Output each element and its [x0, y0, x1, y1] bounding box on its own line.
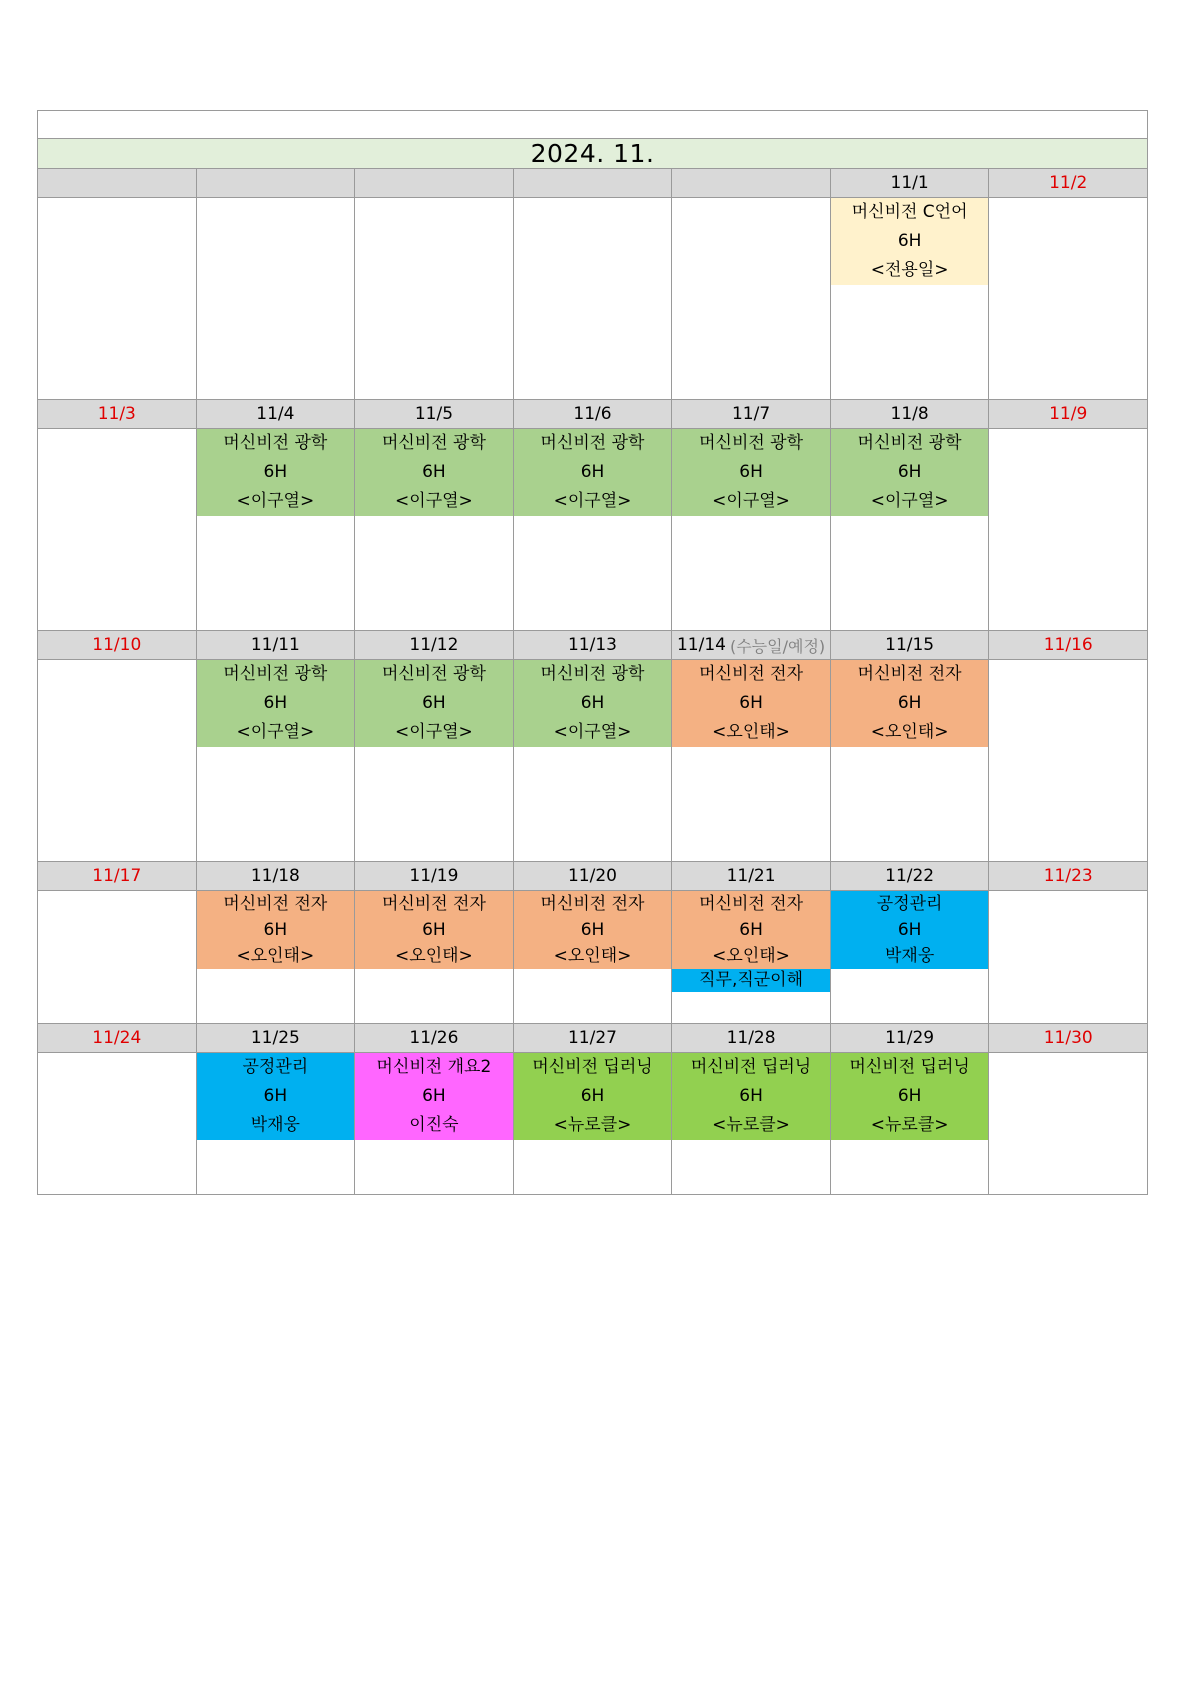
- day-cell[interactable]: [38, 198, 197, 400]
- day-cell[interactable]: [197, 1053, 356, 1195]
- class-event[interactable]: [672, 660, 830, 747]
- date-header: [197, 631, 356, 660]
- class-event[interactable]: [197, 1053, 355, 1140]
- event-instructor: <이구열>: [236, 722, 315, 742]
- calendar-weeks: [38, 169, 1148, 1195]
- event-instructor: <이구열>: [712, 491, 790, 511]
- date-label: 11/12: [409, 635, 459, 655]
- class-event[interactable]: [831, 660, 989, 747]
- event-instructor: <이구열>: [236, 491, 315, 511]
- class-event[interactable]: [514, 660, 672, 747]
- week-body-row: [38, 198, 1148, 400]
- event-hours: 6H: [739, 462, 763, 482]
- date-label: 11/26: [409, 1028, 459, 1048]
- date-label: 11/22: [885, 866, 935, 886]
- date-header: [831, 862, 990, 891]
- date-label: 11/18: [250, 866, 300, 886]
- event-course-name: 머신비전 광학: [223, 433, 328, 453]
- date-label: 11/28: [726, 1028, 776, 1048]
- day-cell[interactable]: [355, 660, 514, 862]
- event-course-name: 머신비전 전자: [699, 664, 804, 684]
- day-cell[interactable]: [514, 1053, 673, 1195]
- event-instructor: <뉴로클>: [870, 1115, 949, 1135]
- event-hours: 6H: [422, 1086, 446, 1106]
- date-label: 11/6: [573, 404, 612, 424]
- class-event[interactable]: [197, 660, 355, 747]
- event-course-name: 머신비전 전자: [381, 894, 486, 914]
- day-cell[interactable]: [355, 429, 514, 631]
- week-body-row: [38, 1053, 1148, 1195]
- date-label: 11/3: [97, 404, 136, 424]
- class-event[interactable]: [672, 1053, 830, 1140]
- day-cell[interactable]: [38, 891, 197, 1024]
- date-label: 11/15: [885, 635, 935, 655]
- event-course-name: 머신비전 광학: [540, 664, 645, 684]
- class-event[interactable]: [355, 660, 513, 747]
- date-label: 11/13: [567, 635, 617, 655]
- event-course-name: 머신비전 개요2: [376, 1057, 492, 1077]
- event-hours: 6H: [580, 1086, 605, 1106]
- day-cell[interactable]: [355, 198, 514, 400]
- event-instructor: 이진숙: [409, 1115, 459, 1135]
- event-instructor: <오인태>: [712, 946, 790, 966]
- event-instructor: 박재웅: [884, 946, 935, 966]
- date-header: [197, 400, 356, 429]
- date-header: [355, 169, 514, 198]
- event-hours: 6H: [897, 920, 922, 940]
- date-header: [514, 862, 673, 891]
- week-header-row: [38, 1024, 1148, 1053]
- date-header: [355, 631, 514, 660]
- event-course-name: 공정관리: [242, 1057, 309, 1077]
- date-label: 11/11: [250, 635, 300, 655]
- date-label: 11/23: [1043, 866, 1093, 886]
- date-header: [355, 862, 514, 891]
- day-cell[interactable]: [831, 660, 990, 862]
- week-header-row: [38, 400, 1148, 429]
- event-course-name: 머신비전 광학: [381, 664, 486, 684]
- event-course-name: 머신비전 광학: [223, 664, 328, 684]
- date-label: 11/25: [250, 1028, 300, 1048]
- day-cell[interactable]: [672, 1053, 831, 1195]
- event-course-name: 머신비전 광학: [540, 433, 645, 453]
- extra-event[interactable]: 직무,직군이해: [672, 969, 830, 992]
- day-cell[interactable]: [38, 429, 197, 631]
- date-header: [197, 1024, 356, 1053]
- event-hours: 6H: [422, 920, 446, 940]
- event-hours: 6H: [422, 462, 446, 482]
- blank-top-row: [38, 111, 1148, 139]
- date-header: [831, 400, 990, 429]
- day-cell[interactable]: [514, 198, 673, 400]
- date-header: [989, 631, 1148, 660]
- day-cell[interactable]: [831, 198, 990, 400]
- date-note: (수능일/예정): [729, 636, 826, 656]
- day-cell[interactable]: [831, 891, 990, 1024]
- date-header: [831, 631, 990, 660]
- day-cell[interactable]: [197, 198, 356, 400]
- class-event[interactable]: [355, 429, 513, 516]
- date-header: [355, 1024, 514, 1053]
- event-hours: 6H: [263, 693, 288, 713]
- day-cell[interactable]: [197, 429, 356, 631]
- date-header: [989, 862, 1148, 891]
- day-cell[interactable]: [672, 891, 831, 1024]
- day-cell[interactable]: [989, 891, 1148, 1024]
- week-header-row: [38, 631, 1148, 660]
- class-event[interactable]: [514, 429, 672, 516]
- date-header: [38, 631, 197, 660]
- class-event[interactable]: [514, 891, 672, 969]
- event-instructor: <오인태>: [870, 722, 949, 742]
- event-instructor: <전용일>: [870, 260, 949, 280]
- day-cell[interactable]: [672, 198, 831, 400]
- class-event[interactable]: [197, 891, 355, 969]
- event-course-name: 머신비전 전자: [223, 894, 328, 914]
- day-cell[interactable]: [514, 660, 673, 862]
- date-label: 11/10: [92, 635, 142, 655]
- date-header: [514, 400, 673, 429]
- date-label: 11/29: [885, 1028, 935, 1048]
- date-label: 11/27: [567, 1028, 617, 1048]
- date-label: 11/17: [92, 866, 142, 886]
- event-course-name: 머신비전 광학: [699, 433, 804, 453]
- event-course-name: 머신비전 딥러닝: [532, 1057, 653, 1077]
- date-label: 11/19: [409, 866, 459, 886]
- event-hours: 6H: [739, 920, 763, 940]
- class-event[interactable]: [197, 429, 355, 516]
- event-instructor: <오인태>: [236, 946, 315, 966]
- event-hours: 6H: [897, 462, 922, 482]
- day-cell[interactable]: [197, 660, 356, 862]
- day-cell[interactable]: [831, 1053, 990, 1195]
- date-header: [514, 1024, 673, 1053]
- date-header: [514, 631, 673, 660]
- event-hours: 6H: [897, 231, 922, 251]
- day-cell[interactable]: [672, 660, 831, 862]
- date-header: [38, 1024, 197, 1053]
- event-hours: 6H: [580, 462, 605, 482]
- event-instructor: <오인태>: [712, 722, 790, 742]
- day-cell[interactable]: [197, 891, 356, 1024]
- date-header: [197, 169, 356, 198]
- date-header: [514, 169, 673, 198]
- event-instructor: <오인태>: [395, 946, 473, 966]
- day-cell[interactable]: [989, 198, 1148, 400]
- event-instructor: <이구열>: [553, 491, 632, 511]
- date-header: [831, 1024, 990, 1053]
- calendar-sheet: [37, 110, 1148, 1195]
- date-header: [672, 1024, 831, 1053]
- event-hours: 6H: [897, 1086, 922, 1106]
- day-cell[interactable]: [355, 1053, 514, 1195]
- date-label: 11/9: [1049, 404, 1088, 424]
- date-header: [831, 169, 990, 198]
- day-cell[interactable]: [989, 1053, 1148, 1195]
- day-cell[interactable]: [831, 429, 990, 631]
- event-hours: 6H: [263, 1086, 288, 1106]
- event-hours: 6H: [739, 693, 763, 713]
- date-label: 11/5: [414, 404, 454, 424]
- date-header: [672, 862, 831, 891]
- event-hours: 6H: [580, 920, 605, 940]
- class-event[interactable]: [514, 1053, 672, 1140]
- date-header: [38, 400, 197, 429]
- event-course-name: 머신비전 광학: [381, 433, 486, 453]
- date-header: [355, 400, 514, 429]
- day-cell[interactable]: [672, 429, 831, 631]
- class-event[interactable]: [355, 1053, 513, 1140]
- event-course-name: 머신비전 전자: [699, 894, 804, 914]
- event-course-name: 머신비전 딥러닝: [849, 1057, 970, 1077]
- event-course-name: 머신비전 광학: [857, 433, 962, 453]
- event-course-name: 머신비전 C언어: [851, 202, 968, 222]
- day-cell[interactable]: [355, 891, 514, 1024]
- date-header: [38, 169, 197, 198]
- calendar-title-text: 2024. 11.: [530, 139, 655, 168]
- event-hours: 6H: [739, 1086, 763, 1106]
- week-header-row: [38, 169, 1148, 198]
- event-instructor: <오인태>: [553, 946, 632, 966]
- event-instructor: 박재웅: [250, 1115, 300, 1135]
- date-label: 11/8: [890, 404, 929, 424]
- class-event[interactable]: [831, 891, 989, 969]
- event-instructor: <이구열>: [395, 722, 473, 742]
- event-hours: 6H: [263, 462, 288, 482]
- event-hours: 6H: [263, 920, 288, 940]
- date-header: [989, 400, 1148, 429]
- week-header-row: [38, 862, 1148, 891]
- event-hours: 6H: [580, 693, 605, 713]
- date-label: 11/20: [567, 866, 617, 886]
- date-header: [989, 169, 1148, 198]
- event-course-name: 머신비전 딥러닝: [690, 1057, 812, 1077]
- class-event[interactable]: [672, 891, 830, 969]
- week-body-row: [38, 660, 1148, 862]
- week-body-row: [38, 891, 1148, 1024]
- day-cell[interactable]: [514, 891, 673, 1024]
- calendar-title: [38, 139, 1148, 169]
- event-instructor: <이구열>: [870, 491, 949, 511]
- day-cell[interactable]: [514, 429, 673, 631]
- date-label: 11/16: [1043, 635, 1093, 655]
- date-header: [672, 169, 831, 198]
- event-hours: 6H: [422, 693, 446, 713]
- date-header: [989, 1024, 1148, 1053]
- date-label: 11/7: [731, 404, 771, 424]
- event-course-name: 머신비전 전자: [857, 664, 962, 684]
- class-event[interactable]: [831, 198, 989, 285]
- event-hours: 6H: [897, 693, 922, 713]
- date-label: 11/21: [726, 866, 776, 886]
- event-course-name: 머신비전 전자: [540, 894, 645, 914]
- class-event[interactable]: [831, 1053, 989, 1140]
- date-label: 11/24: [92, 1028, 142, 1048]
- event-instructor: <이구열>: [395, 491, 473, 511]
- date-label: 11/4: [256, 404, 295, 424]
- event-instructor: <뉴로클>: [712, 1115, 790, 1135]
- date-label: 11/30: [1043, 1028, 1093, 1048]
- date-label: 11/1: [890, 173, 929, 193]
- date-header: [38, 862, 197, 891]
- event-instructor: <뉴로클>: [553, 1115, 632, 1135]
- day-cell[interactable]: [989, 429, 1148, 631]
- day-cell[interactable]: [38, 660, 197, 862]
- day-cell[interactable]: [38, 1053, 197, 1195]
- date-header: [197, 862, 356, 891]
- class-event[interactable]: [355, 891, 513, 969]
- week-body-row: [38, 429, 1148, 631]
- date-header: [672, 631, 831, 660]
- day-cell[interactable]: [989, 660, 1148, 862]
- class-event[interactable]: [672, 429, 830, 516]
- date-label: 11/14: [676, 635, 726, 655]
- date-header: [672, 400, 831, 429]
- class-event[interactable]: [831, 429, 989, 516]
- event-course-name: 공정관리: [876, 894, 943, 914]
- event-instructor: <이구열>: [553, 722, 632, 742]
- date-label: 11/2: [1049, 173, 1088, 193]
